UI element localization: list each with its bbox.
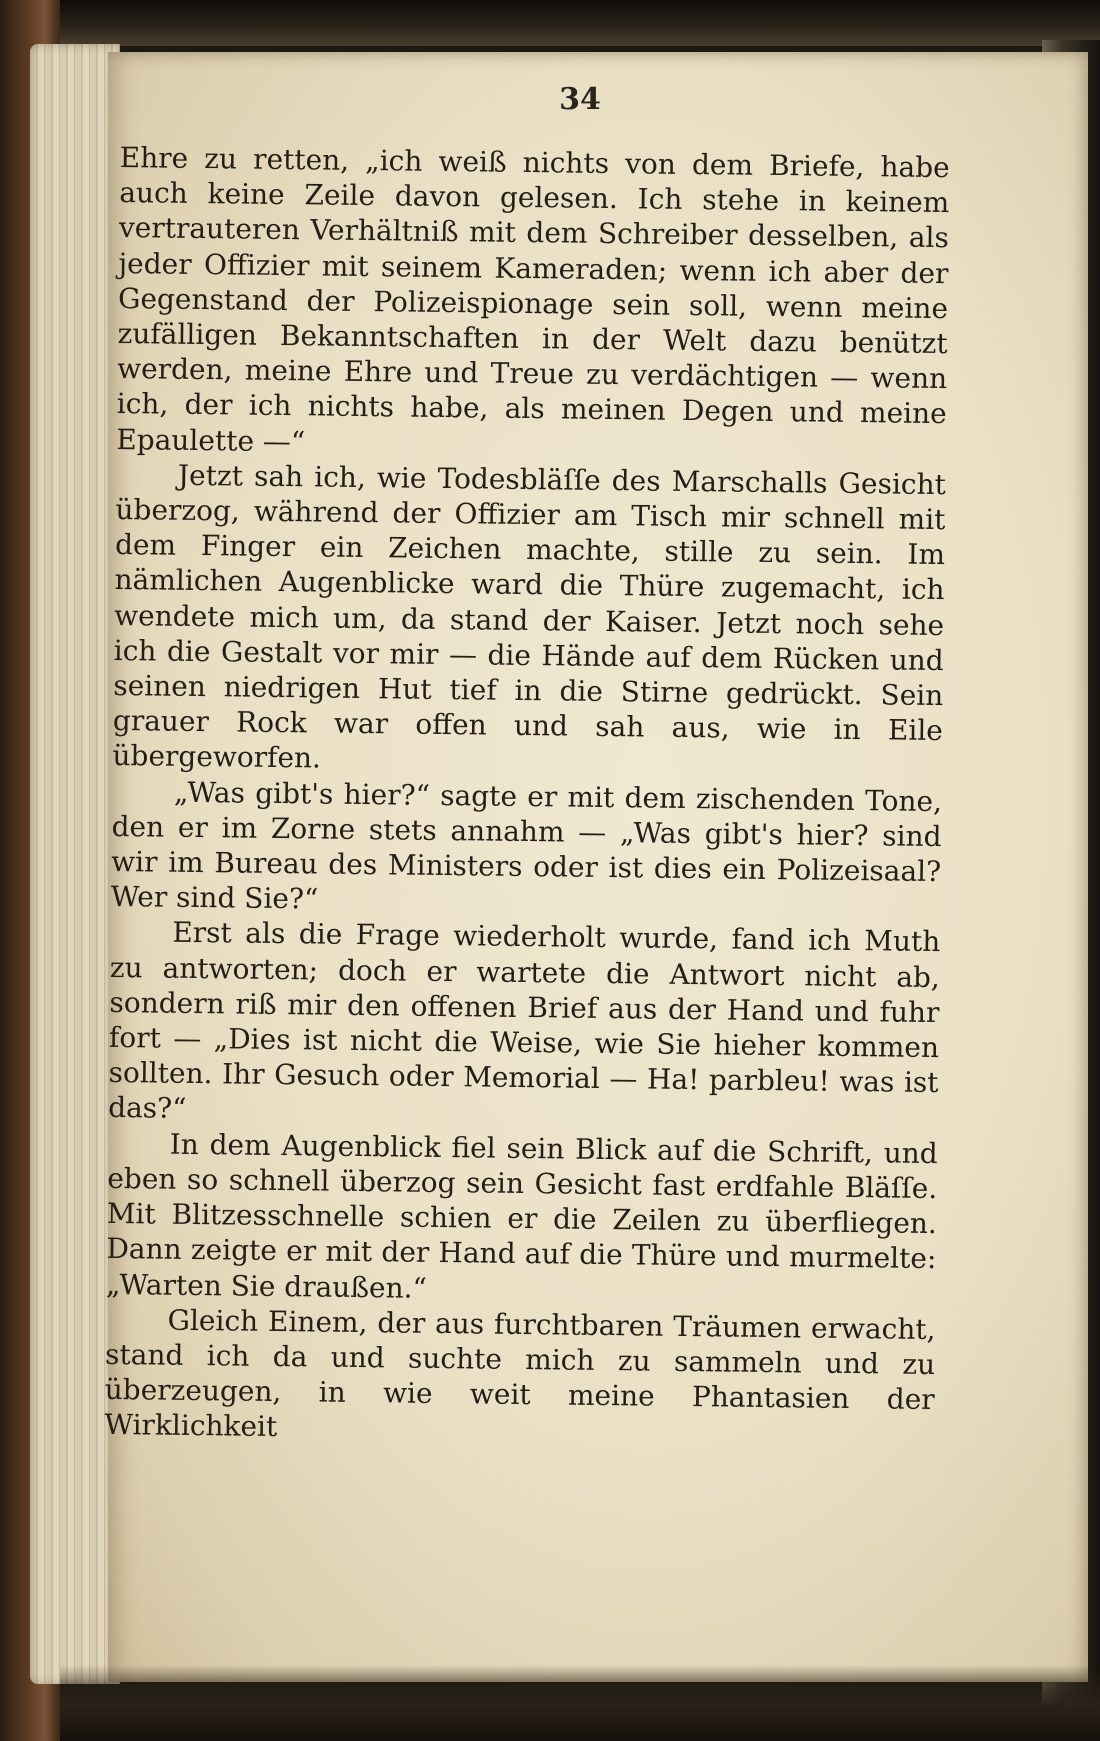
paragraph: Erst als die Frage wiederholt wurde, fand ich Muth zu antworten; doch er wartete die Antwort nicht ab, sondern riß mir den offenen Brief aus der Hand und fuhr fort — „Dies ist nicht die Weise, wie Sie hieher kommen sollten. Ihr Gesuch oder Memorial — Ha! parbleu! was ist das?“: [107, 916, 941, 1126]
book-cover-top-edge: [0, 0, 1100, 46]
paragraph: Gleich Einem, der aus furchtbaren Träumen erwacht, stand ich da und suchte mich zu sammeln und zu überzeugen, in wie weit meine Phantasien der Wirklichkeit: [104, 1303, 936, 1444]
body-text: [104, 140, 950, 1453]
paragraph: Jetzt sah ich, wie Todesbläſſe des Marschalls Gesicht überzog, während der Offizier am Tisch mir schnell mit dem Finger ein Zeichen machte, stille zu sein. Im nämlichen Augenblicke ward die Thüre zugemacht, ich wendete mich um, da stand der Kaiser. Jetzt noch sehe ich die Gestalt vor mir — die Hände auf dem Rücken und seinen niedrigen Hut tief in die Stirne gedrückt. Sein grauer Rock war offen und sah aus, wie in Eile übergeworfen.: [112, 458, 947, 775]
paragraph: „Was gibt's hier?“ sagte er mit dem zischenden Tone, den er im Zorne stets annahm — „Was gibt's hier? sind wir im Bureau des Ministers oder ist dies ein Polizeisaal? Wer sind Sie?“: [110, 775, 943, 916]
book-bottom-edge-shadow: [60, 1665, 1100, 1741]
paragraph: Ehre zu retten, „ich weiß nichts von dem Briefe, habe auch keine Zeile davon gelesen. Ich stehe in keinem vertrauteren Verhältniß mit dem Schreiber desselben, als jeder Offizier mit seinem Kameraden; wenn ich aber der Gegenstand der Polizeispionage sein soll, wenn meine zufälligen Bekanntschaften in der Welt dazu benützt werden, meine Ehre und Treue zu verdächtigen — wenn ich, der ich nichts habe, als meinen Degen und meine Epaulette —“: [116, 140, 950, 458]
paragraph: In dem Augenblick fiel sein Blick auf die Schrift, und eben so schnell überzog sein Gesicht fast erdfahle Bläſſe. Mit Blitzesschnelle schien er die Zeilen zu überfliegen. Dann zeigte er mit der Hand auf die Thüre und murmelte: „Warten Sie draußen.“: [105, 1127, 938, 1305]
page-number: 34: [559, 82, 601, 117]
